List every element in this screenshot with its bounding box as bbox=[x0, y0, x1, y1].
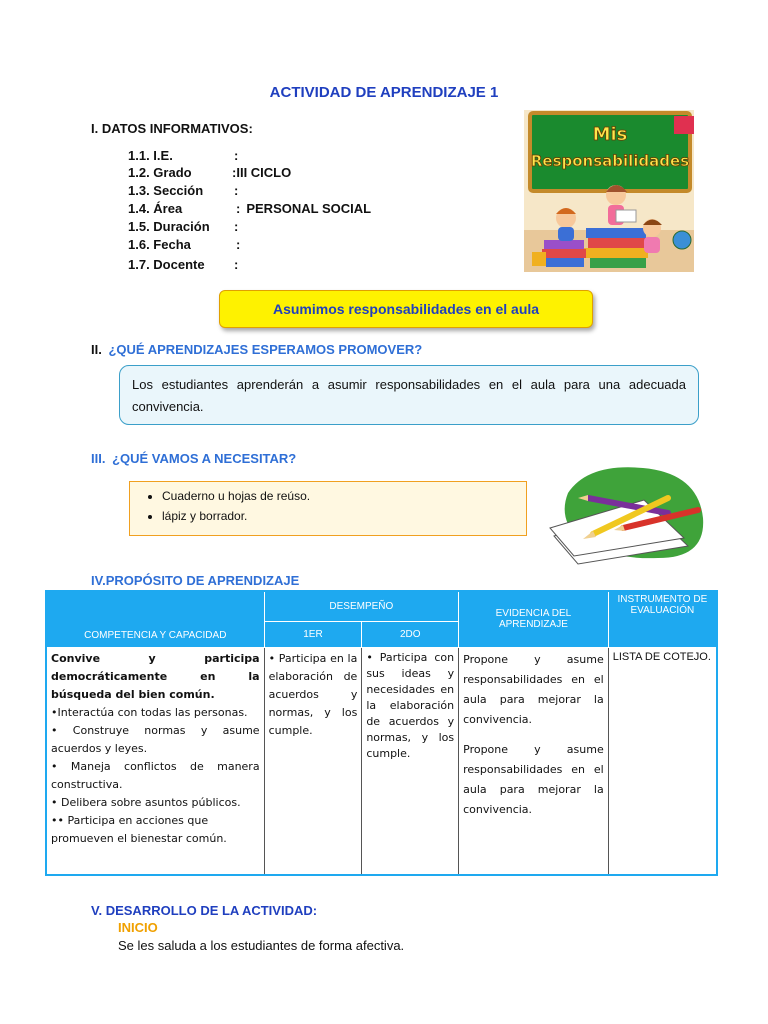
cell-desempeno-1er: • Participa en la elaboración de acuerdos y normas, y los cumple. bbox=[264, 647, 362, 875]
datos-colon: : bbox=[236, 201, 241, 216]
section-2-title: ¿QUÉ APRENDIZAJES ESPERAMOS PROMOVER? bbox=[108, 342, 423, 357]
datos-label: 1.6. Fecha bbox=[128, 237, 191, 252]
inicio-heading: INICIO bbox=[118, 920, 158, 935]
datos-row-duracion bbox=[128, 219, 242, 237]
cell-desempeno-2do: • Participa con sus ideas y necesidades en la elaboración de acuerdos y normas, y los cumple. bbox=[362, 647, 459, 875]
datos-row-grado bbox=[128, 165, 291, 183]
section-3-title: ¿QUÉ VAMOS A NECESITAR? bbox=[112, 451, 297, 466]
header-desempeno: DESEMPEÑO bbox=[264, 591, 459, 621]
board-line1: Mis bbox=[592, 124, 628, 145]
datos-label: 1.2. Grado bbox=[128, 165, 192, 180]
cell-competencia bbox=[46, 647, 264, 875]
section-1-heading: I. DATOS INFORMATIVOS: bbox=[91, 121, 253, 136]
capacidad-item: • Delibera sobre asuntos públicos. bbox=[51, 795, 241, 809]
datos-colon: : bbox=[234, 219, 239, 234]
list-item: • Cuaderno u hojas de reúso. bbox=[162, 486, 526, 506]
inicio-text: Se les saluda a los estudiantes de forma afectiva. bbox=[118, 938, 405, 953]
datos-row-area bbox=[128, 201, 371, 219]
section-2-numeral: II. bbox=[91, 342, 102, 357]
datos-label: 1.7. Docente bbox=[128, 257, 205, 272]
datos-row-fecha bbox=[128, 237, 244, 255]
materiales-list bbox=[146, 486, 526, 526]
datos-colon: : bbox=[232, 165, 237, 180]
capacidad-item: • Maneja conflictos de manera constructiva. bbox=[51, 759, 260, 791]
proposito-table bbox=[45, 590, 718, 876]
datos-colon: : bbox=[236, 237, 241, 252]
section-2-heading bbox=[91, 342, 422, 357]
section-5-heading: V. DESARROLLO DE LA ACTIVIDAD: bbox=[91, 903, 318, 918]
section-3-heading bbox=[91, 451, 296, 466]
section-3-numeral: III. bbox=[91, 451, 106, 466]
capacidad-item: •Interactúa con todas las personas. bbox=[51, 705, 248, 719]
evidencia-item: Propone y asume responsabilidades en el aula para mejorar la convivencia. bbox=[463, 742, 604, 816]
cell-instrumento: LISTA DE COTEJO. bbox=[608, 647, 717, 875]
cell-evidencia bbox=[459, 647, 609, 875]
datos-colon: : bbox=[234, 183, 239, 198]
list-item: • lápiz y borrador. bbox=[162, 506, 526, 526]
header-competencia: COMPETENCIA Y CAPACIDAD bbox=[46, 591, 264, 647]
header-1er: 1ER bbox=[264, 621, 362, 647]
capacidad-item: •• Participa en acciones que promueven el bienestar común. bbox=[51, 813, 227, 845]
activity-banner: Asumimos responsabilidades en el aula bbox=[219, 290, 593, 328]
header-2do: 2DO bbox=[362, 621, 459, 647]
datos-value: PERSONAL SOCIAL bbox=[246, 201, 372, 216]
pencils-paper-illustration bbox=[548, 458, 708, 568]
children-reading-illustration-icon bbox=[524, 110, 694, 272]
datos-value: III CICLO bbox=[236, 165, 292, 180]
pencils-paper-icon bbox=[548, 458, 708, 568]
datos-label: 1.1. I.E. bbox=[128, 148, 173, 163]
datos-row-seccion bbox=[128, 183, 242, 201]
capacidad-item: • Construye normas y asume acuerdos y leyes. bbox=[51, 723, 260, 755]
datos-colon: : bbox=[234, 257, 239, 272]
header-evidencia: EVIDENCIA DEL APRENDIZAJE bbox=[459, 591, 609, 647]
datos-label: 1.5. Duración bbox=[128, 219, 210, 234]
page-title: ACTIVIDAD DE APRENDIZAJE 1 bbox=[269, 84, 499, 101]
datos-row-docente bbox=[128, 257, 242, 275]
datos-label: 1.3. Sección bbox=[128, 183, 204, 198]
datos-colon: : bbox=[234, 148, 239, 163]
datos-row-ie bbox=[128, 148, 242, 166]
section-4-heading: IV.PROPÓSITO DE APRENDIZAJE bbox=[91, 573, 300, 588]
header-instrumento: INSTRUMENTO DE EVALUACIÓN bbox=[608, 591, 717, 647]
datos-label: 1.4. Área bbox=[128, 201, 183, 216]
mis-responsabilidades-illustration bbox=[524, 110, 694, 272]
evidencia-item: Propone y asume responsabilidades en el aula para mejorar la convivencia. bbox=[463, 652, 604, 726]
competencia-title: Convive y participa democráticamente en la búsqueda del bien común. bbox=[51, 651, 260, 701]
materiales-box bbox=[129, 481, 527, 536]
board-line2: Responsabilidades bbox=[530, 152, 690, 170]
aprendizajes-box: Los estudiantes aprenderán a asumir responsabilidades en el aula para una adecuada convivencia. bbox=[119, 365, 699, 425]
